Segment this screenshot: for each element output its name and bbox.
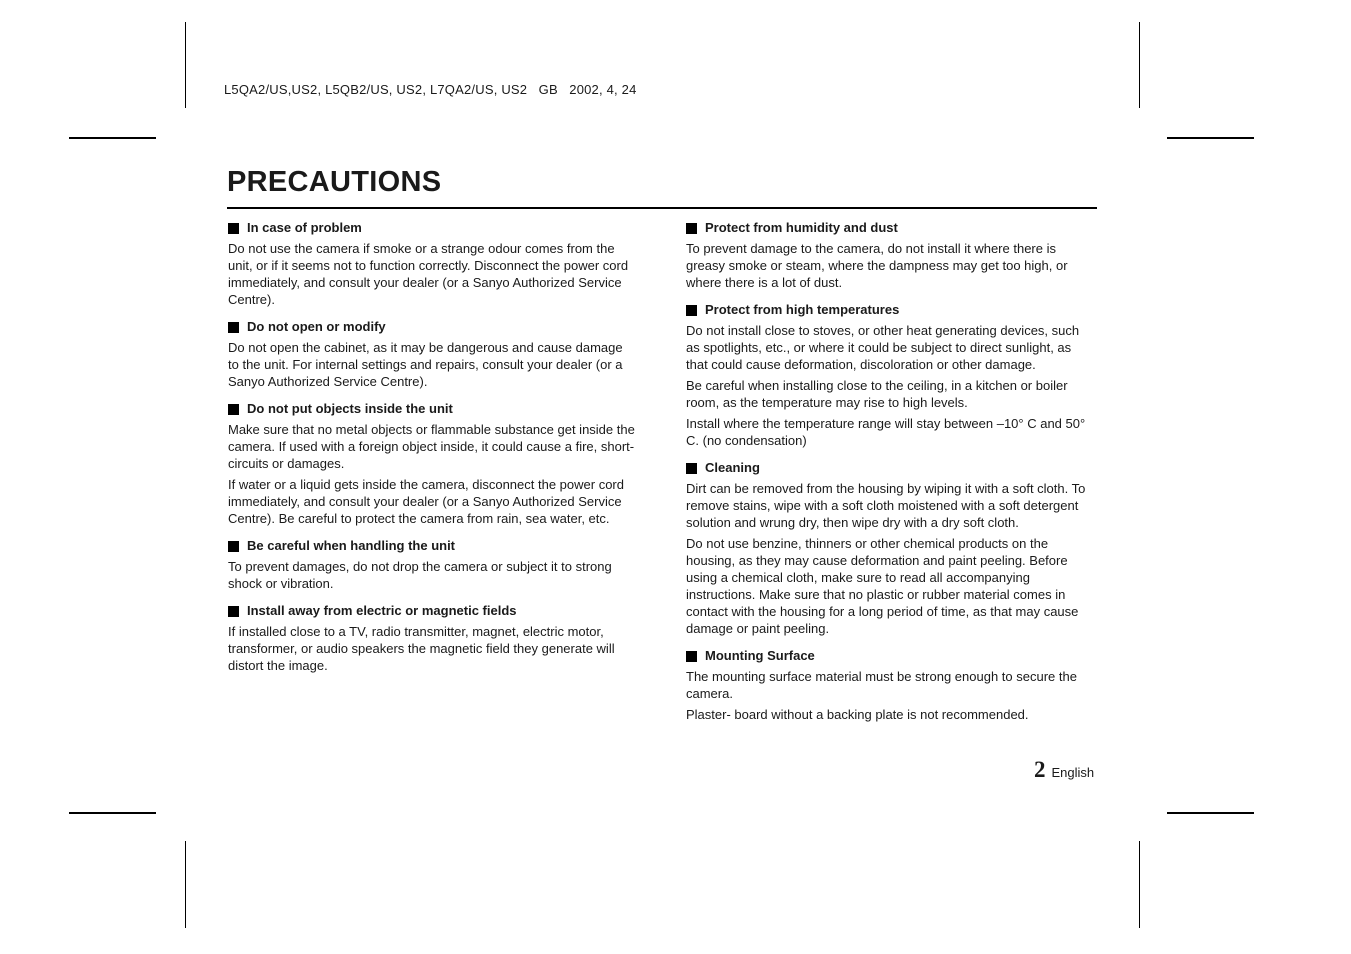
section-paragraph: Do not open the cabinet, as it may be dangerous and cause damage to the unit. For internal settings and repairs, consult your dealer (or a Sanyo Authorized Service Centre). [228,340,623,389]
right-column [686,219,1094,733]
square-bullet-icon [228,541,239,552]
section-heading [228,219,636,237]
square-bullet-icon [228,322,239,333]
section-heading [228,537,636,555]
section-paragraph: Plaster- board without a backing plate is not recommended. [686,707,1029,722]
section-do-not-put-objects-inside [228,400,636,527]
section-heading-text: Install away from electric or magnetic fields [247,603,517,618]
section-heading [228,400,636,418]
section-heading [686,301,1094,319]
crop-mark-bottom-right-horizontal [1167,812,1254,814]
section-heading-text: Cleaning [705,460,760,475]
square-bullet-icon [228,223,239,234]
square-bullet-icon [686,223,697,234]
section-paragraph: Be careful when installing close to the ceiling, in a kitchen or boiler room, as the temperature may rise to high levels. [686,378,1068,410]
crop-mark-top-left-horizontal [69,137,156,139]
section-heading-text: Protect from humidity and dust [705,220,898,235]
section-cleaning [686,459,1094,637]
section-paragraph: Install where the temperature range will stay between –10° C and 50° C. (no condensation) [686,416,1086,448]
section-protect-humidity-dust [686,219,1094,291]
title-underline [227,207,1097,209]
left-column [228,219,636,684]
section-in-case-of-problem [228,219,636,308]
page-title: PRECAUTIONS [227,166,442,198]
section-paragraph: If installed close to a TV, radio transmitter, magnet, electric motor, transformer, or audio speakers the magnetic field they generate will distort the image. [228,624,615,673]
section-mounting-surface [686,647,1094,723]
square-bullet-icon [686,305,697,316]
section-heading [686,647,1094,665]
section-heading [228,602,636,620]
section-heading [686,459,1094,477]
square-bullet-icon [686,463,697,474]
section-heading-text: Mounting Surface [705,648,815,663]
section-paragraph: The mounting surface material must be strong enough to secure the camera. [686,669,1077,701]
section-paragraph: If water or a liquid gets inside the camera, disconnect the power cord immediately, and consult your dealer (or a Sanyo Authorized Service Centre). Be careful to protect the camera from rain, sea water, etc. [228,477,624,526]
section-heading [686,219,1094,237]
section-heading-text: Protect from high temperatures [705,302,900,317]
square-bullet-icon [686,651,697,662]
section-heading-text: Do not open or modify [247,319,386,334]
page-number: 2 [1034,757,1046,782]
section-heading-text: Be careful when handling the unit [247,538,456,553]
section-heading-text: Do not put objects inside the unit [247,401,453,416]
section-paragraph: Do not use benzine, thinners or other chemical products on the housing, as they may cause deformation and paint peeling. Before using a chemical cloth, make sure to read all accompanying instructions. Make sure that no plastic or rubber material comes in contact with the housing for a long period of time, as that may cause damage or paint peeling. [686,536,1079,636]
crop-mark-bottom-right-vertical [1139,841,1140,928]
crop-mark-bottom-left-vertical [185,841,186,928]
section-do-not-open-or-modify [228,318,636,390]
page-language-label: English [1051,765,1095,780]
crop-mark-top-right-horizontal [1167,137,1254,139]
crop-mark-top-left-vertical [185,22,186,108]
section-heading [228,318,636,336]
section-paragraph: Dirt can be removed from the housing by wiping it with a soft cloth. To remove stains, wipe with a soft cloth moistened with a soft detergent solution and wrung dry, then wipe dry with a dry soft cloth. [686,481,1086,530]
section-paragraph: Do not install close to stoves, or other heat generating devices, such as spotlights, etc., or where it could be subject to direct sunlight, as that could cause deformation, discoloration or other damage. [686,323,1080,372]
square-bullet-icon [228,606,239,617]
section-install-away-from-fields [228,602,636,674]
section-paragraph: To prevent damage to the camera, do not install it where there is greasy smoke or steam, where the dampness may get too high, or where there is a lot of dust. [686,241,1068,290]
section-protect-high-temperatures [686,301,1094,449]
section-paragraph: To prevent damages, do not drop the camera or subject it to strong shock or vibration. [228,559,612,591]
page-footer [1034,757,1094,783]
crop-mark-top-right-vertical [1139,22,1140,108]
section-heading-text: In case of problem [247,220,362,235]
section-paragraph: Make sure that no metal objects or flammable substance get inside the camera. If used with a foreign object inside, it could cause a fire, short-circuits or damages. [228,422,635,471]
crop-mark-bottom-left-horizontal [69,812,156,814]
section-paragraph: Do not use the camera if smoke or a strange odour comes from the unit, or if it seems not to function correctly. Disconnect the power cord immediately, and consult your dealer (or a Sanyo Authorized Service Centre). [228,241,629,307]
document-code-header: L5QA2/US,US2, L5QB2/US, US2, L7QA2/US, US2 GB 2002, 4, 24 [224,82,637,97]
section-be-careful-handling [228,537,636,592]
square-bullet-icon [228,404,239,415]
